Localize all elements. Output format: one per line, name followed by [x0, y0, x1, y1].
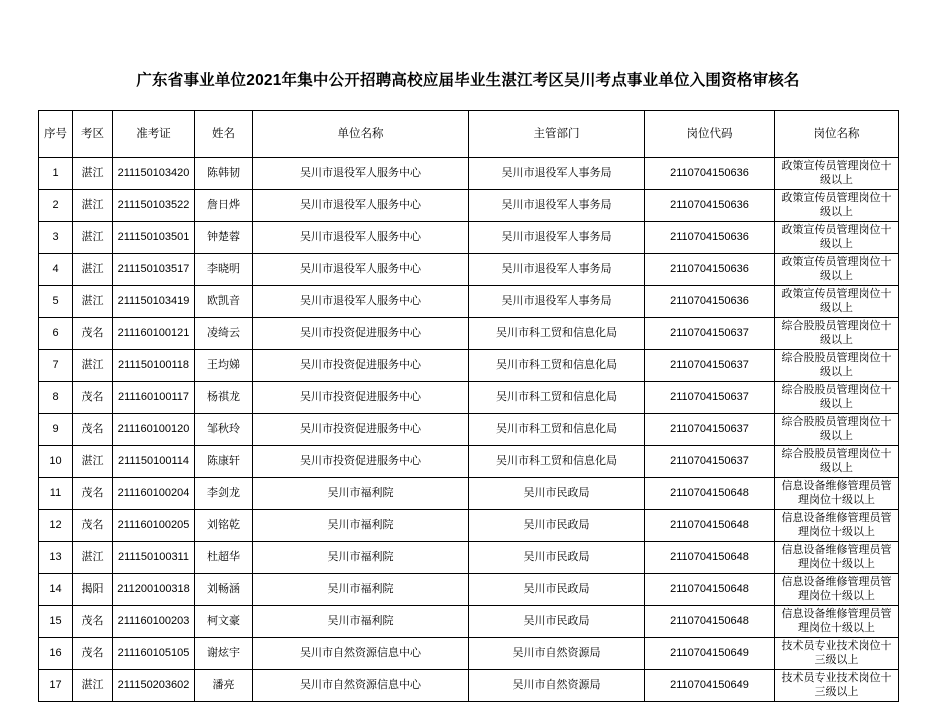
cell-admit: 211150103522 [113, 190, 195, 222]
table-row [39, 382, 899, 414]
cell-name: 谢炫宇 [195, 638, 253, 670]
cell-name: 凌绮云 [195, 318, 253, 350]
cell-area: 湛江 [73, 446, 113, 478]
cell-code: 2110704150648 [645, 510, 775, 542]
cell-area: 茂名 [73, 638, 113, 670]
column-header-post: 岗位名称 [775, 111, 899, 158]
cell-unit: 吴川市自然资源信息中心 [253, 638, 469, 670]
cell-seq: 17 [39, 670, 73, 702]
cell-seq: 2 [39, 190, 73, 222]
cell-unit: 吴川市退役军人服务中心 [253, 286, 469, 318]
cell-post: 综合股股员管理岗位十级以上 [775, 446, 899, 478]
cell-code: 2110704150648 [645, 478, 775, 510]
cell-area: 湛江 [73, 254, 113, 286]
cell-code: 2110704150637 [645, 446, 775, 478]
cell-post: 信息设备维修管理员管理岗位十级以上 [775, 606, 899, 638]
cell-admit: 211200100318 [113, 574, 195, 606]
cell-unit: 吴川市福利院 [253, 574, 469, 606]
table-row [39, 510, 899, 542]
cell-code: 2110704150648 [645, 574, 775, 606]
cell-dept: 吴川市民政局 [469, 574, 645, 606]
cell-seq: 8 [39, 382, 73, 414]
column-header-code: 岗位代码 [645, 111, 775, 158]
cell-seq: 10 [39, 446, 73, 478]
cell-name: 刘畅涵 [195, 574, 253, 606]
table-row [39, 414, 899, 446]
table-row [39, 190, 899, 222]
cell-area: 湛江 [73, 222, 113, 254]
cell-area: 湛江 [73, 542, 113, 574]
cell-seq: 15 [39, 606, 73, 638]
cell-name: 刘铭乾 [195, 510, 253, 542]
cell-admit: 211160100203 [113, 606, 195, 638]
cell-post: 综合股股员管理岗位十级以上 [775, 414, 899, 446]
cell-unit: 吴川市自然资源信息中心 [253, 670, 469, 702]
table-row [39, 670, 899, 702]
registration-table-container [38, 110, 898, 702]
cell-name: 詹日烨 [195, 190, 253, 222]
cell-area: 湛江 [73, 158, 113, 190]
column-header-name: 姓名 [195, 111, 253, 158]
cell-name: 王均娣 [195, 350, 253, 382]
table-row [39, 606, 899, 638]
column-header-dept: 主管部门 [469, 111, 645, 158]
table-row [39, 222, 899, 254]
cell-code: 2110704150636 [645, 158, 775, 190]
cell-unit: 吴川市福利院 [253, 542, 469, 574]
cell-name: 柯文豪 [195, 606, 253, 638]
cell-post: 政策宣传员管理岗位十级以上 [775, 190, 899, 222]
cell-post: 技术员专业技术岗位十三级以上 [775, 670, 899, 702]
cell-dept: 吴川市民政局 [469, 478, 645, 510]
cell-admit: 211160100205 [113, 510, 195, 542]
cell-post: 综合股股员管理岗位十级以上 [775, 350, 899, 382]
cell-seq: 3 [39, 222, 73, 254]
cell-code: 2110704150648 [645, 542, 775, 574]
cell-admit: 211150103420 [113, 158, 195, 190]
cell-unit: 吴川市投资促进服务中心 [253, 318, 469, 350]
cell-post: 信息设备维修管理员管理岗位十级以上 [775, 542, 899, 574]
cell-code: 2110704150636 [645, 190, 775, 222]
cell-dept: 吴川市科工贸和信息化局 [469, 414, 645, 446]
cell-admit: 211160100204 [113, 478, 195, 510]
cell-name: 陈康轩 [195, 446, 253, 478]
column-header-admit: 准考证 [113, 111, 195, 158]
cell-area: 揭阳 [73, 574, 113, 606]
cell-unit: 吴川市投资促进服务中心 [253, 446, 469, 478]
cell-code: 2110704150636 [645, 254, 775, 286]
cell-dept: 吴川市民政局 [469, 606, 645, 638]
cell-unit: 吴川市投资促进服务中心 [253, 382, 469, 414]
cell-area: 湛江 [73, 350, 113, 382]
cell-dept: 吴川市科工贸和信息化局 [469, 382, 645, 414]
cell-unit: 吴川市退役军人服务中心 [253, 254, 469, 286]
cell-admit: 211150203602 [113, 670, 195, 702]
cell-name: 邹秋玲 [195, 414, 253, 446]
cell-seq: 14 [39, 574, 73, 606]
cell-code: 2110704150636 [645, 286, 775, 318]
cell-post: 政策宣传员管理岗位十级以上 [775, 286, 899, 318]
cell-code: 2110704150637 [645, 382, 775, 414]
cell-seq: 7 [39, 350, 73, 382]
cell-post: 综合股股员管理岗位十级以上 [775, 382, 899, 414]
cell-admit: 211160100120 [113, 414, 195, 446]
cell-area: 茂名 [73, 382, 113, 414]
cell-code: 2110704150637 [645, 350, 775, 382]
cell-dept: 吴川市科工贸和信息化局 [469, 318, 645, 350]
cell-area: 湛江 [73, 286, 113, 318]
cell-post: 政策宣传员管理岗位十级以上 [775, 158, 899, 190]
cell-admit: 211160100117 [113, 382, 195, 414]
cell-unit: 吴川市投资促进服务中心 [253, 414, 469, 446]
cell-post: 综合股股员管理岗位十级以上 [775, 318, 899, 350]
cell-post: 政策宣传员管理岗位十级以上 [775, 254, 899, 286]
cell-seq: 11 [39, 478, 73, 510]
cell-name: 潘亮 [195, 670, 253, 702]
cell-code: 2110704150649 [645, 670, 775, 702]
cell-unit: 吴川市退役军人服务中心 [253, 190, 469, 222]
cell-seq: 4 [39, 254, 73, 286]
cell-name: 李剑龙 [195, 478, 253, 510]
cell-code: 2110704150637 [645, 414, 775, 446]
cell-dept: 吴川市退役军人事务局 [469, 190, 645, 222]
column-header-unit: 单位名称 [253, 111, 469, 158]
table-row [39, 574, 899, 606]
cell-admit: 211150103501 [113, 222, 195, 254]
cell-dept: 吴川市退役军人事务局 [469, 286, 645, 318]
cell-post: 政策宣传员管理岗位十级以上 [775, 222, 899, 254]
table-row [39, 478, 899, 510]
cell-code: 2110704150648 [645, 606, 775, 638]
cell-post: 信息设备维修管理员管理岗位十级以上 [775, 478, 899, 510]
cell-seq: 5 [39, 286, 73, 318]
table-row [39, 318, 899, 350]
cell-admit: 211160100121 [113, 318, 195, 350]
cell-name: 陈韩韧 [195, 158, 253, 190]
cell-dept: 吴川市民政局 [469, 542, 645, 574]
cell-seq: 6 [39, 318, 73, 350]
cell-name: 杨祺龙 [195, 382, 253, 414]
cell-dept: 吴川市退役军人事务局 [469, 222, 645, 254]
cell-admit: 211150100118 [113, 350, 195, 382]
cell-dept: 吴川市自然资源局 [469, 638, 645, 670]
cell-dept: 吴川市退役军人事务局 [469, 158, 645, 190]
table-body [39, 158, 899, 702]
table-header-row [39, 111, 899, 158]
cell-area: 茂名 [73, 318, 113, 350]
table-row [39, 286, 899, 318]
column-header-seq: 序号 [39, 111, 73, 158]
cell-post: 信息设备维修管理员管理岗位十级以上 [775, 510, 899, 542]
cell-post: 信息设备维修管理员管理岗位十级以上 [775, 574, 899, 606]
cell-area: 茂名 [73, 414, 113, 446]
table-row [39, 350, 899, 382]
cell-area: 茂名 [73, 510, 113, 542]
cell-seq: 12 [39, 510, 73, 542]
cell-dept: 吴川市自然资源局 [469, 670, 645, 702]
cell-unit: 吴川市退役军人服务中心 [253, 158, 469, 190]
cell-seq: 16 [39, 638, 73, 670]
cell-name: 李晓明 [195, 254, 253, 286]
cell-unit: 吴川市退役军人服务中心 [253, 222, 469, 254]
cell-admit: 211150103517 [113, 254, 195, 286]
table-row [39, 254, 899, 286]
cell-area: 湛江 [73, 670, 113, 702]
table-row [39, 638, 899, 670]
table-row [39, 158, 899, 190]
page-title: 广东省事业单位2021年集中公开招聘高校应届毕业生湛江考区吴川考点事业单位入围资格审核名 [136, 72, 800, 89]
cell-admit: 211150100311 [113, 542, 195, 574]
cell-admit: 211160105105 [113, 638, 195, 670]
cell-area: 茂名 [73, 606, 113, 638]
cell-seq: 9 [39, 414, 73, 446]
cell-seq: 1 [39, 158, 73, 190]
cell-code: 2110704150637 [645, 318, 775, 350]
cell-dept: 吴川市科工贸和信息化局 [469, 446, 645, 478]
cell-dept: 吴川市科工贸和信息化局 [469, 350, 645, 382]
cell-name: 杜超华 [195, 542, 253, 574]
cell-unit: 吴川市福利院 [253, 606, 469, 638]
cell-code: 2110704150649 [645, 638, 775, 670]
cell-name: 钟楚蓉 [195, 222, 253, 254]
cell-code: 2110704150636 [645, 222, 775, 254]
cell-admit: 211150100114 [113, 446, 195, 478]
table-row [39, 542, 899, 574]
cell-unit: 吴川市福利院 [253, 478, 469, 510]
cell-dept: 吴川市退役军人事务局 [469, 254, 645, 286]
cell-area: 湛江 [73, 190, 113, 222]
table-row [39, 446, 899, 478]
cell-dept: 吴川市民政局 [469, 510, 645, 542]
cell-area: 茂名 [73, 478, 113, 510]
cell-unit: 吴川市福利院 [253, 510, 469, 542]
cell-name: 欧凯音 [195, 286, 253, 318]
cell-unit: 吴川市投资促进服务中心 [253, 350, 469, 382]
cell-post: 技术员专业技术岗位十三级以上 [775, 638, 899, 670]
column-header-area: 考区 [73, 111, 113, 158]
cell-admit: 211150103419 [113, 286, 195, 318]
registration-table [38, 110, 899, 702]
cell-seq: 13 [39, 542, 73, 574]
